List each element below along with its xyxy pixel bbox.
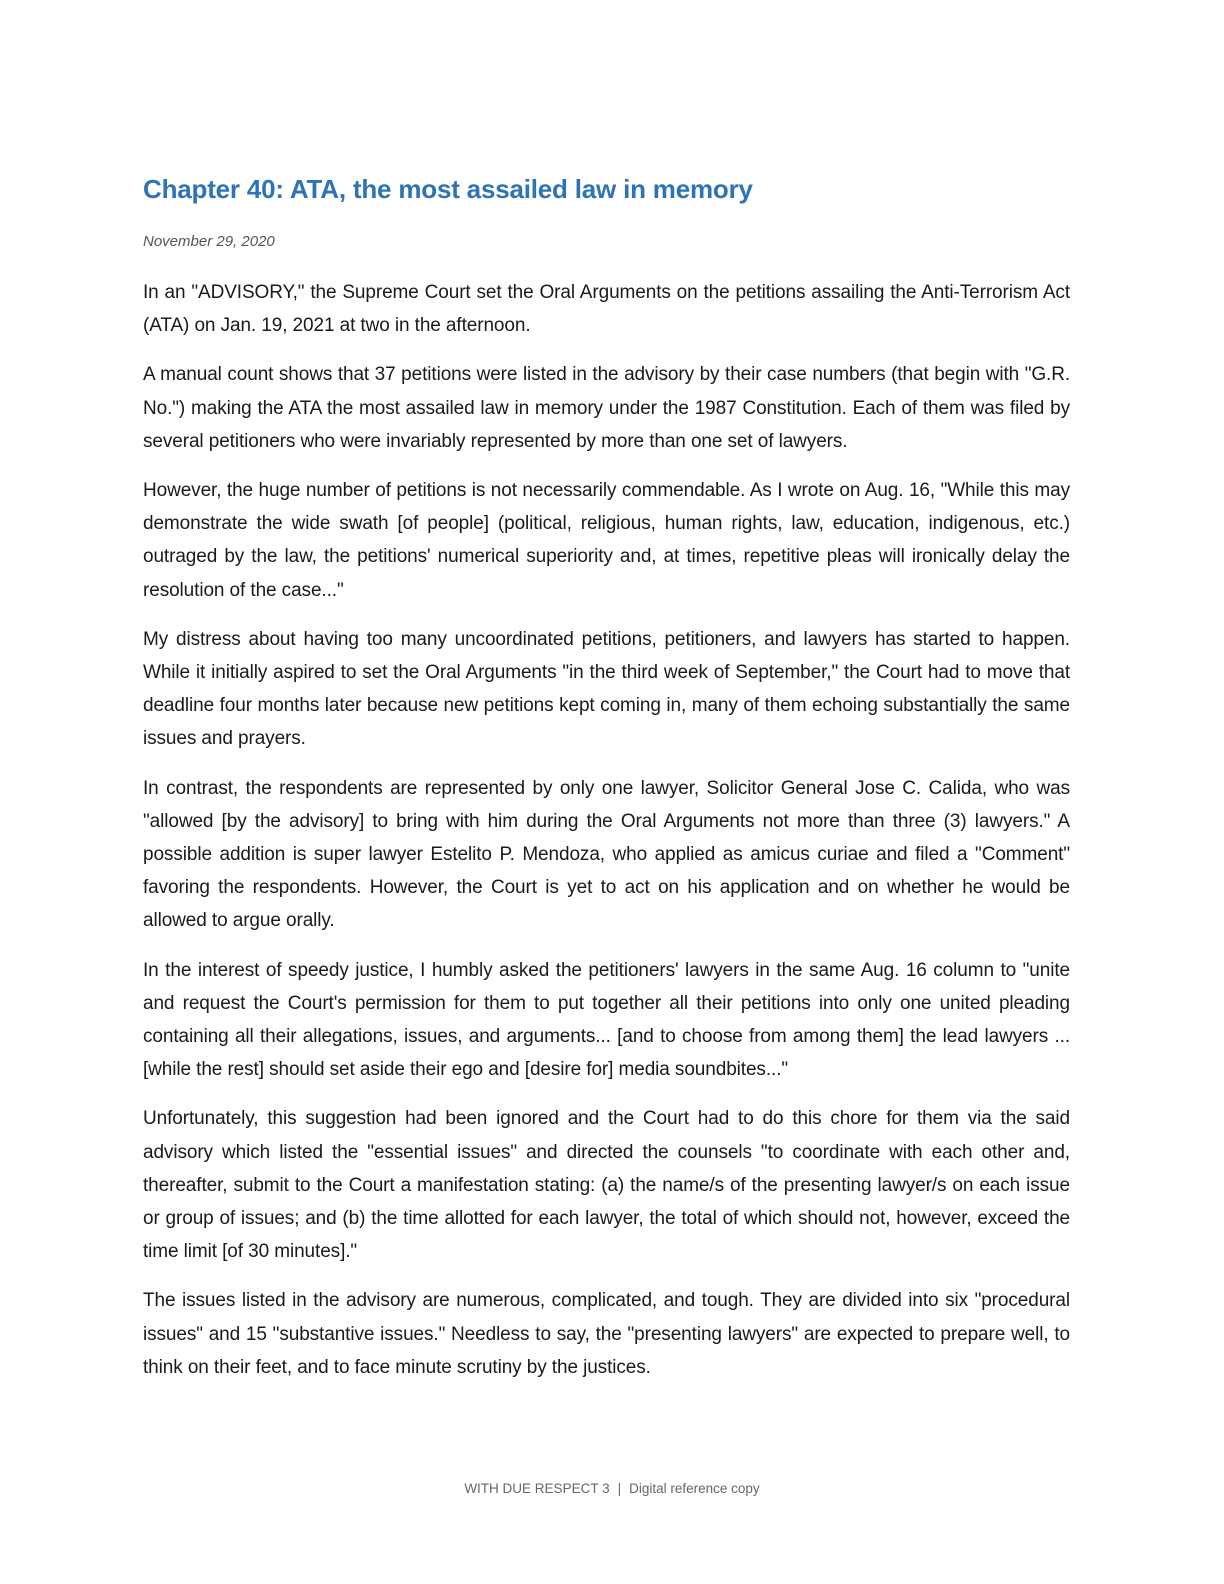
paragraph: Unfortunately, this suggestion had been ignored and the Court had to do this chore for them via the said advisory which listed the "essential issues" and directed the counsels "to coordinate with each other and, thereafter, submit to the Court a manifestation stating: (a) the name/s of the presenting lawyer/s on each issue or group of issues; and (b) the time allotted for each lawyer, the total of which should not, however, exceed the time limit [of 30 minutes]." — [143, 1108, 1070, 1263]
paragraph: A manual count shows that 37 petitions were listed in the advisory by their case numbers (that begin with "G.R. No.") making the ATA the most assailed law in memory under the 1987 Constitution. Each of them was filed by several petitioners who were invariably represented by more than one set of lawyers. — [143, 364, 1070, 452]
paragraph: In the interest of speedy justice, I humbly asked the petitioners' lawyers in the same Aug. 16 column to "unite and request the Court's permission for them to put together all their petitions into only one united pleading containing all their allegations, issues, and arguments... [and to choose from among them] the lead lawyers ... [while the rest] should set aside their ego and [desire for] media soundbites..." — [143, 959, 1070, 1081]
paragraph: In an "ADVISORY," the Supreme Court set the Oral Arguments on the petitions assailing the Anti-Terrorism Act (ATA) on Jan. 19, 2021 at two in the afternoon. — [143, 282, 1070, 337]
paragraph: However, the huge number of petitions is not necessarily commendable. As I wrote on Aug. 16, "While this may demonstrate the wide swath [of people] (political, religious, human rights, law, education, indigenous, etc.) outraged by the law, the petitions' numerical superiority and, at times, repetitive pleas will ironically delay the resolution of the case..." — [143, 480, 1070, 601]
paragraph: In contrast, the respondents are represented by only one lawyer, Solicitor General Jose C. Calida, who was "allowed [by the advisory] to bring with him during the Oral Arguments not more than three (3) lawyers." A possible addition is super lawyer Estelito P. Mendoza, who applied as amicus curiae and filed a "Comment" favoring the respondents. However, the Court is yet to act on his application and on whether he would be allowed to argue orally. — [143, 777, 1070, 932]
publication-date: November 29, 2020 — [143, 233, 275, 250]
footer-book-title: WITH DUE RESPECT 3 — [464, 1481, 610, 1496]
page-content — [143, 170, 1070, 1400]
chapter-title: Chapter 40: ATA, the most assailed law in memory — [143, 174, 753, 204]
footer-copy-label: Digital reference copy — [629, 1481, 760, 1496]
page-footer — [0, 1480, 1224, 1498]
article-body — [143, 276, 1070, 1384]
footer-separator: | — [617, 1481, 622, 1496]
paragraph: The issues listed in the advisory are numerous, complicated, and tough. They are divided into six "procedural issues" and 15 "substantive issues." Needless to say, the "presenting lawyers" are expected to prepare well, to think on their feet, and to face minute scrutiny by the justices. — [143, 1290, 1070, 1378]
paragraph: My distress about having too many uncoordinated petitions, petitioners, and lawyers has started to happen. While it initially aspired to set the Oral Arguments "in the third week of September," the Court had to move that deadline four months later because new petitions kept coming in, many of them echoing substantially the same issues and prayers. — [143, 628, 1070, 750]
